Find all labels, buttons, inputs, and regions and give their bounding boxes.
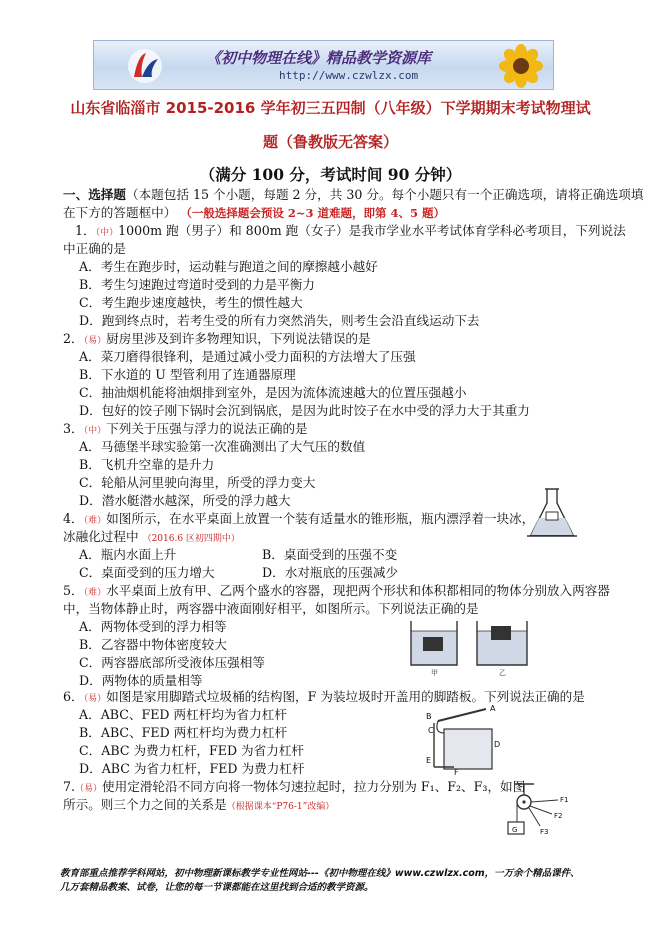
containers-figure — [405, 617, 535, 677]
label-e: E — [426, 756, 432, 765]
label-g: G — [512, 826, 518, 834]
q5-option-a: A．两物体受到的浮力相等 — [79, 619, 227, 634]
question-3-stem: 3．（中）下列关于压强与浮力的说法正确的是 — [63, 421, 308, 436]
banner-url: http://www.czwlzx.com — [279, 69, 419, 82]
q2-option-a: A．菜刀磨得很锋利，是通过减小受力面积的方法增大了压强 — [79, 349, 416, 364]
trash-can-figure — [424, 703, 504, 775]
label-f3: F3 — [540, 828, 549, 836]
site-logo-icon — [126, 47, 164, 85]
q2-option-c: C．抽油烟机能将油烟排到室外，是因为流体流速越大的位置压强越小 — [79, 385, 467, 400]
question-7-stem: 7.（易）使用定滑轮沿不同方向将一物体匀速拉起时，拉力分别为 F₁、F₂、F₃，如图 — [63, 779, 526, 794]
q6-option-d: D．ABC 为省力杠杆，FED 为费力杠杆 — [79, 761, 305, 776]
difficulty-tag: （难） — [83, 588, 107, 598]
q4-option-a: A．瓶内水面上升 — [79, 547, 177, 562]
label-f: F — [454, 768, 459, 775]
figure-label-jia: 甲 — [431, 669, 438, 677]
q2-option-d: D．包好的饺子刚下锅时会沉到锅底，是因为此时饺子在水中受的浮力大于其重力 — [79, 403, 530, 418]
q5-option-d: D．两物体的质量相等 — [79, 673, 203, 688]
figure-label-yi: 乙 — [499, 669, 506, 677]
q5-option-c: C．两容器底部所受液体压强相等 — [79, 655, 265, 670]
question-1-stem: 1．（中）1000m 跑（男子）和 800m 跑（女子）是我市学业水平考试体育学科必考项目，下列说法 — [75, 223, 626, 238]
q6-option-a: A．ABC、FED 两杠杆均为省力杠杆 — [79, 707, 287, 722]
question-5-stem: 5．（难）水平桌面上放有甲、乙两个盛水的容器，现把两个形状和体积都相同的物体分别放入两容器 — [63, 583, 610, 598]
q3-option-c: C．轮船从河里驶向海里，所受的浮力变大 — [79, 475, 316, 490]
difficulty-tag: （易） — [83, 336, 107, 346]
q6-option-c: C．ABC 为费力杠杆，FED 为省力杠杆 — [79, 743, 305, 758]
difficulty-tag: （易） — [83, 694, 107, 704]
label-d: D — [494, 740, 501, 749]
difficulty-tag: （难） — [83, 516, 107, 526]
q1-option-d: D．跑到终点时，若考生受的所有力突然消失，则考生会沿直线运动下去 — [79, 313, 480, 328]
source-note: （根据课本“P76-1”改编） — [226, 802, 335, 812]
label-a: A — [490, 704, 496, 713]
banner-title: 《初中物理在线》精品教学资源库 — [206, 49, 432, 67]
difficulty-tag: （中） — [95, 228, 119, 238]
section-note: （一般选择题会预设 2~3 道难题，即第 4、5 题） — [180, 206, 446, 220]
section-intro-cont: 在下方的答题框中） （一般选择题会预设 2~3 道难题，即第 4、5 题） — [63, 205, 446, 220]
difficulty-tag: （易） — [75, 784, 103, 794]
source-note: （2016.6 区初四期中） — [142, 534, 240, 544]
q2-option-b: B．下水道的 U 型管利用了连通器原理 — [79, 367, 296, 382]
q4-option-b: B．桌面受到的压强不变 — [262, 547, 398, 562]
footer-line2: 几万套精品教案、试卷，让您的每一节课都能在这里找到合适的教学资源。 — [60, 882, 374, 893]
q6-option-b: B．ABC、FED 两杠杆均为费力杠杆 — [79, 725, 288, 740]
q3-option-a: A．马德堡半球实验第一次准确测出了大气压的数值 — [79, 439, 366, 454]
section-intro: （本题包括 15 个小题，每题 2 分，共 30 分。每个小题只有一个正确选项，请将正确选项填 — [125, 187, 644, 202]
section-title: 一、选择题 — [63, 187, 126, 202]
label-b: B — [426, 712, 432, 721]
label-c: C — [428, 726, 434, 735]
question-4-stem: 4．（难）如图所示，在水平桌面上放置一个装有适量水的锥形瓶，瓶内漂浮着一块冰， — [63, 511, 535, 526]
section-heading — [63, 186, 643, 204]
label-f1: F1 — [560, 796, 569, 804]
difficulty-tag: （中） — [83, 426, 107, 436]
question-5-stem-cont: 中，当物体静止时，两容器中液面刚好相平，如图所示。下列说法正确的是 — [63, 601, 479, 616]
pulley-figure — [490, 782, 580, 840]
exam-info: （满分 100 分，考试时间 90 分钟） — [199, 165, 462, 184]
footer-line1: 教育部重点推荐学科网站，初中物理新课标教学专业性网站---《初中物理在线》www.czwlzx.com，一万余个精品课件、 — [60, 868, 580, 879]
q1-option-c: C．考生跑步速度越快，考生的惯性越大 — [79, 295, 303, 310]
question-4-stem-cont: 冰融化过程中 （2016.6 区初四期中） — [63, 529, 240, 544]
q5-option-b: B．乙容器中物体密度较大 — [79, 637, 227, 652]
q1-option-a: A．考生在跑步时，运动鞋与跑道之间的摩擦越小越好 — [79, 259, 378, 274]
q4-option-c: C．桌面受到的压力增大 — [79, 565, 215, 580]
question-6-stem: 6．（易）如图是家用脚踏式垃圾桶的结构图，F 为装垃圾时开盖用的脚踏板。下列说法正确的是 — [63, 689, 585, 704]
sunflower-icon — [495, 43, 547, 89]
q3-option-d: D．潜水艇潜水越深，所受的浮力越大 — [79, 493, 291, 508]
q3-option-b: B．飞机升空靠的是升力 — [79, 457, 215, 472]
doc-title-line1: 山东省临淄市 2015-2016 学年初三五四制（八年级）下学期期末考试物理试 — [70, 99, 591, 117]
q4-option-d: D．水对瓶底的压强减少 — [262, 565, 399, 580]
question-7-stem-cont: 所示。则三个力之间的关系是（根据课本“P76-1”改编） — [63, 797, 335, 812]
q1-option-b: B．考生匀速跑过弯道时受到的力是平衡力 — [79, 277, 315, 292]
doc-title-line2: 题（鲁教版无答案） — [262, 133, 398, 151]
label-f2: F2 — [554, 812, 563, 820]
question-2-stem: 2．（易）厨房里涉及到许多物理知识，下列说法错误的是 — [63, 331, 371, 346]
header-banner — [93, 40, 554, 90]
question-1-stem-cont: 中正确的是 — [63, 241, 126, 256]
flask-figure — [527, 487, 577, 539]
